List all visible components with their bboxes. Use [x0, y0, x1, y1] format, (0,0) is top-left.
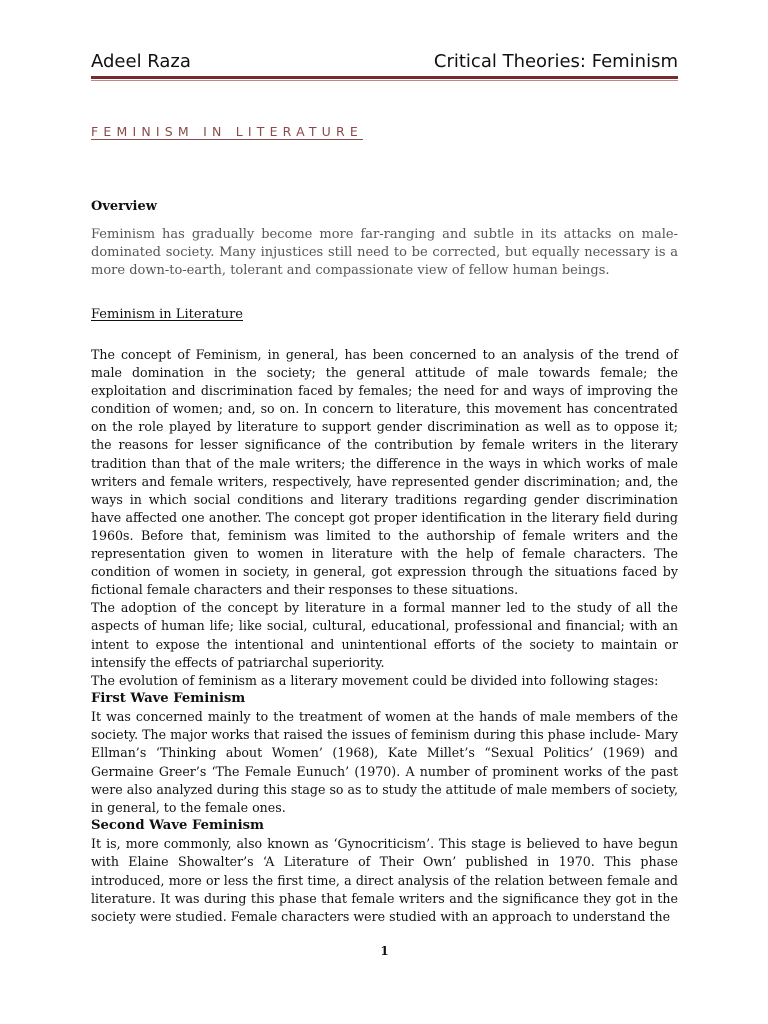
overview-text: Feminism has gradually become more far-ranging and subtle in its attacks on male-dominated society. Many injustices still need to be corrected, but equally necessary is a more down-to-earth, tolerant and compassionate view of fellow human beings.: [91, 227, 678, 278]
paragraph: The concept of Feminism, in general, has been concerned to an analysis of the trend of male domination in the society; the general attitude of male towards female; the exploitation and discrimination faced by females; the need for and ways of improving the condition of women; and, so on. In concern to literature, this movement has concentrated on the role played by literature to support gender discrimination as well as to oppose it; the reasons for lesser significance of the contribution by female writers in the literary tradition than that of the male writers; the difference in the ways in which works of male writers and female writers, respectively, have represented gender discrimination; and, the ways in which social conditions and literary traditions regarding gender discrimination have affected one another. The concept got proper identification in the literary field during 1960s. Before that, feminism was limited to the authorship of female writers and the representation given to women in literature with the help of female characters. The condition of women in society, in general, got expression through the situations faced by fictional female characters and their responses to these situations.: [91, 347, 678, 598]
paragraph: The evolution of feminism as a literary movement could be divided into following stages:: [91, 672, 659, 688]
header-author: Adeel Raza: [91, 51, 191, 72]
header-rule-thin: [91, 80, 678, 81]
header-course: Critical Theories: Feminism: [433, 51, 678, 72]
second-wave-heading: Second Wave Feminism: [91, 817, 264, 833]
section-heading: Feminism in Literature: [91, 307, 243, 322]
first-wave-heading: First Wave Feminism: [91, 690, 246, 706]
header-rule: [91, 76, 678, 79]
document-page: [91, 0, 678, 1024]
body-text: [91, 346, 678, 926]
paragraph: The adoption of the concept by literature in a formal manner led to the study of all the aspects of human life; like social, cultural, educational, professional and financial; with an intent to expose the intentional and unintentional efforts of the society to maintain or intensify the effects of patriarchal superiority.: [91, 600, 678, 670]
page-header: [91, 48, 678, 72]
page-number: 1: [380, 944, 389, 958]
second-wave-text: It is, more commonly, also known as ‘Gynocriticism’. This stage is believed to have begun with Elaine Showalter’s ‘A Literature of Their Own’ published in 1970. This phase introduced, more or less the first time, a direct analysis of the relation between female and literature. It was during this phase that female writers and the significance they got in the society were studied. Female characters were studied with an approach to understand the: [91, 836, 678, 924]
overview-heading: Overview: [91, 199, 157, 214]
document-title: FEMINISM IN LITERATURE: [91, 124, 364, 139]
first-wave-text: It was concerned mainly to the treatment of women at the hands of male members of the society. The major works that raised the issues of feminism during this phase include- Mary Ellman’s ‘Thinking about Women’ (1968), Kate Millet’s “Sexual Politics’ (1969) and Germaine Greer’s ‘The Female Eunuch’ (1970). A number of prominent works of the past were also analyzed during this stage so as to study the attitude of male members of society, in general, to the female ones.: [91, 709, 678, 815]
